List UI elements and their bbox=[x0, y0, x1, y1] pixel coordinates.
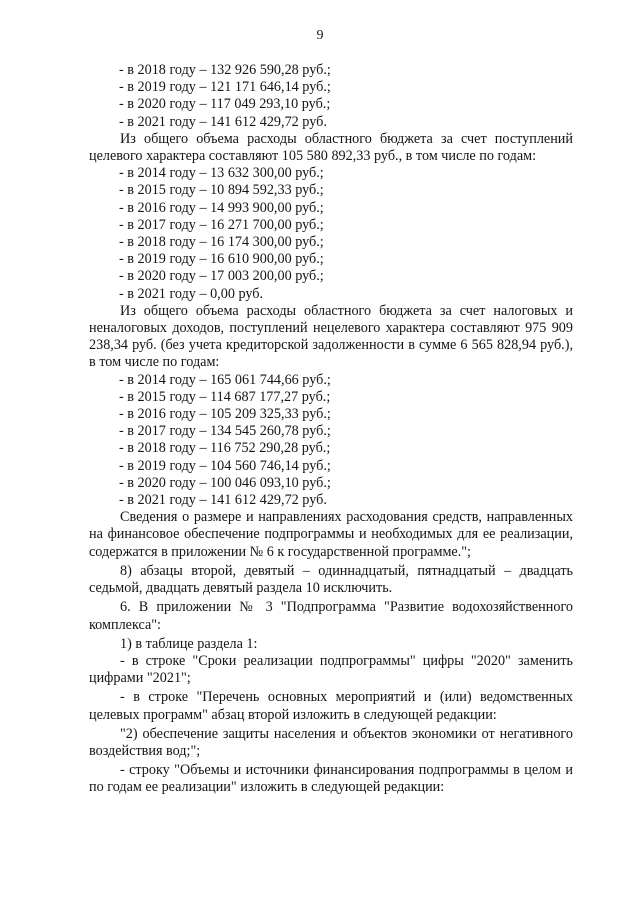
paragraph-volumes: - строку "Объемы и источники финансирования подпрограммы в целом и по годам ее реализации" изложить в следующей редакции: bbox=[89, 762, 573, 796]
list-item: - в 2015 году – 114 687 177,27 руб.; bbox=[119, 388, 331, 405]
paragraph-target-funds: Из общего объема расходы областного бюджета за счет поступлений целевого характера составляют 105 580 892,33 руб., в том числе по годам: bbox=[89, 130, 573, 165]
list-item: - в 2021 году – 0,00 руб. bbox=[119, 285, 264, 302]
list-item: - в 2017 году – 134 545 260,78 руб.; bbox=[119, 423, 331, 440]
list-item: - в 2020 году – 17 003 200,00 руб.; bbox=[119, 268, 324, 285]
list-item: - в 2019 году – 16 610 900,00 руб.; bbox=[119, 251, 324, 268]
list-item: - в 2018 году – 132 926 590,28 руб.; bbox=[119, 62, 331, 78]
list-item: - в 2016 году – 105 209 325,33 руб.; bbox=[119, 406, 331, 423]
page-number: 9 bbox=[316, 28, 324, 43]
paragraph-terms: - в строке "Сроки реализации подпрограммы" цифры "2020" заменить цифрами "2021"; bbox=[89, 652, 573, 687]
list-item: - в 2018 году – 16 174 300,00 руб.; bbox=[119, 234, 324, 251]
paragraph-protection: "2) обеспечение защиты населения и объектов экономики от негативного воздействия вод;"; bbox=[89, 725, 573, 759]
list-item: - в 2021 году – 141 612 429,72 руб. bbox=[119, 492, 327, 509]
list-item: - в 2021 году – 141 612 429,72 руб. bbox=[119, 113, 327, 130]
paragraph-item-6: 6. В приложении № 3 "Подпрограмма "Развитие водохозяйственного комплекса": bbox=[89, 599, 573, 633]
year-list-target bbox=[89, 165, 573, 303]
paragraph-item-1: 1) в таблице раздела 1: bbox=[120, 635, 258, 652]
year-list-total bbox=[89, 62, 573, 131]
document-body bbox=[89, 62, 573, 797]
list-item: - в 2019 году – 104 560 746,14 руб.; bbox=[119, 457, 331, 474]
list-item: - в 2018 году – 116 752 290,28 руб.; bbox=[119, 440, 331, 457]
list-item: - в 2014 году – 165 061 744,66 руб.; bbox=[119, 371, 331, 388]
list-item: - в 2016 году – 14 993 900,00 руб.; bbox=[119, 199, 324, 216]
paragraph-info: Сведения о размере и направлениях расходования средств, направленных на финансовое обеспечение подпрограммы и необходимых для ее реализации, содержатся в приложении № 6 к государственной программе."; bbox=[89, 509, 573, 560]
paragraph-tax-funds: Из общего объема расходы областного бюджета за счет налоговых и неналоговых доходов, поступлений нецелевого характера составляют 975 909 238,34 руб. (без учета кредиторской задолженности в сумме 6 565 828,94 руб.), в том числе по годам: bbox=[89, 302, 573, 371]
list-item: - в 2019 году – 121 171 646,14 руб.; bbox=[119, 79, 331, 96]
paragraph-activities: - в строке "Перечень основных мероприятий и (или) ведомственных целевых программ" абзац второй изложить в следующей редакции: bbox=[89, 689, 573, 723]
year-list-tax bbox=[89, 372, 573, 510]
list-item: - в 2015 году – 10 894 592,33 руб.; bbox=[119, 182, 324, 199]
list-item: - в 2014 году – 13 632 300,00 руб.; bbox=[119, 165, 324, 182]
list-item: - в 2020 году – 100 046 093,10 руб.; bbox=[119, 474, 331, 491]
list-item: - в 2020 году – 117 049 293,10 руб.; bbox=[119, 96, 331, 113]
paragraph-item-8: 8) абзацы второй, девятый – одиннадцатый, пятнадцатый – двадцать седьмой, двадцать девятый раздела 10 исключить. bbox=[89, 562, 573, 597]
list-item: - в 2017 году – 16 271 700,00 руб.; bbox=[119, 216, 324, 233]
